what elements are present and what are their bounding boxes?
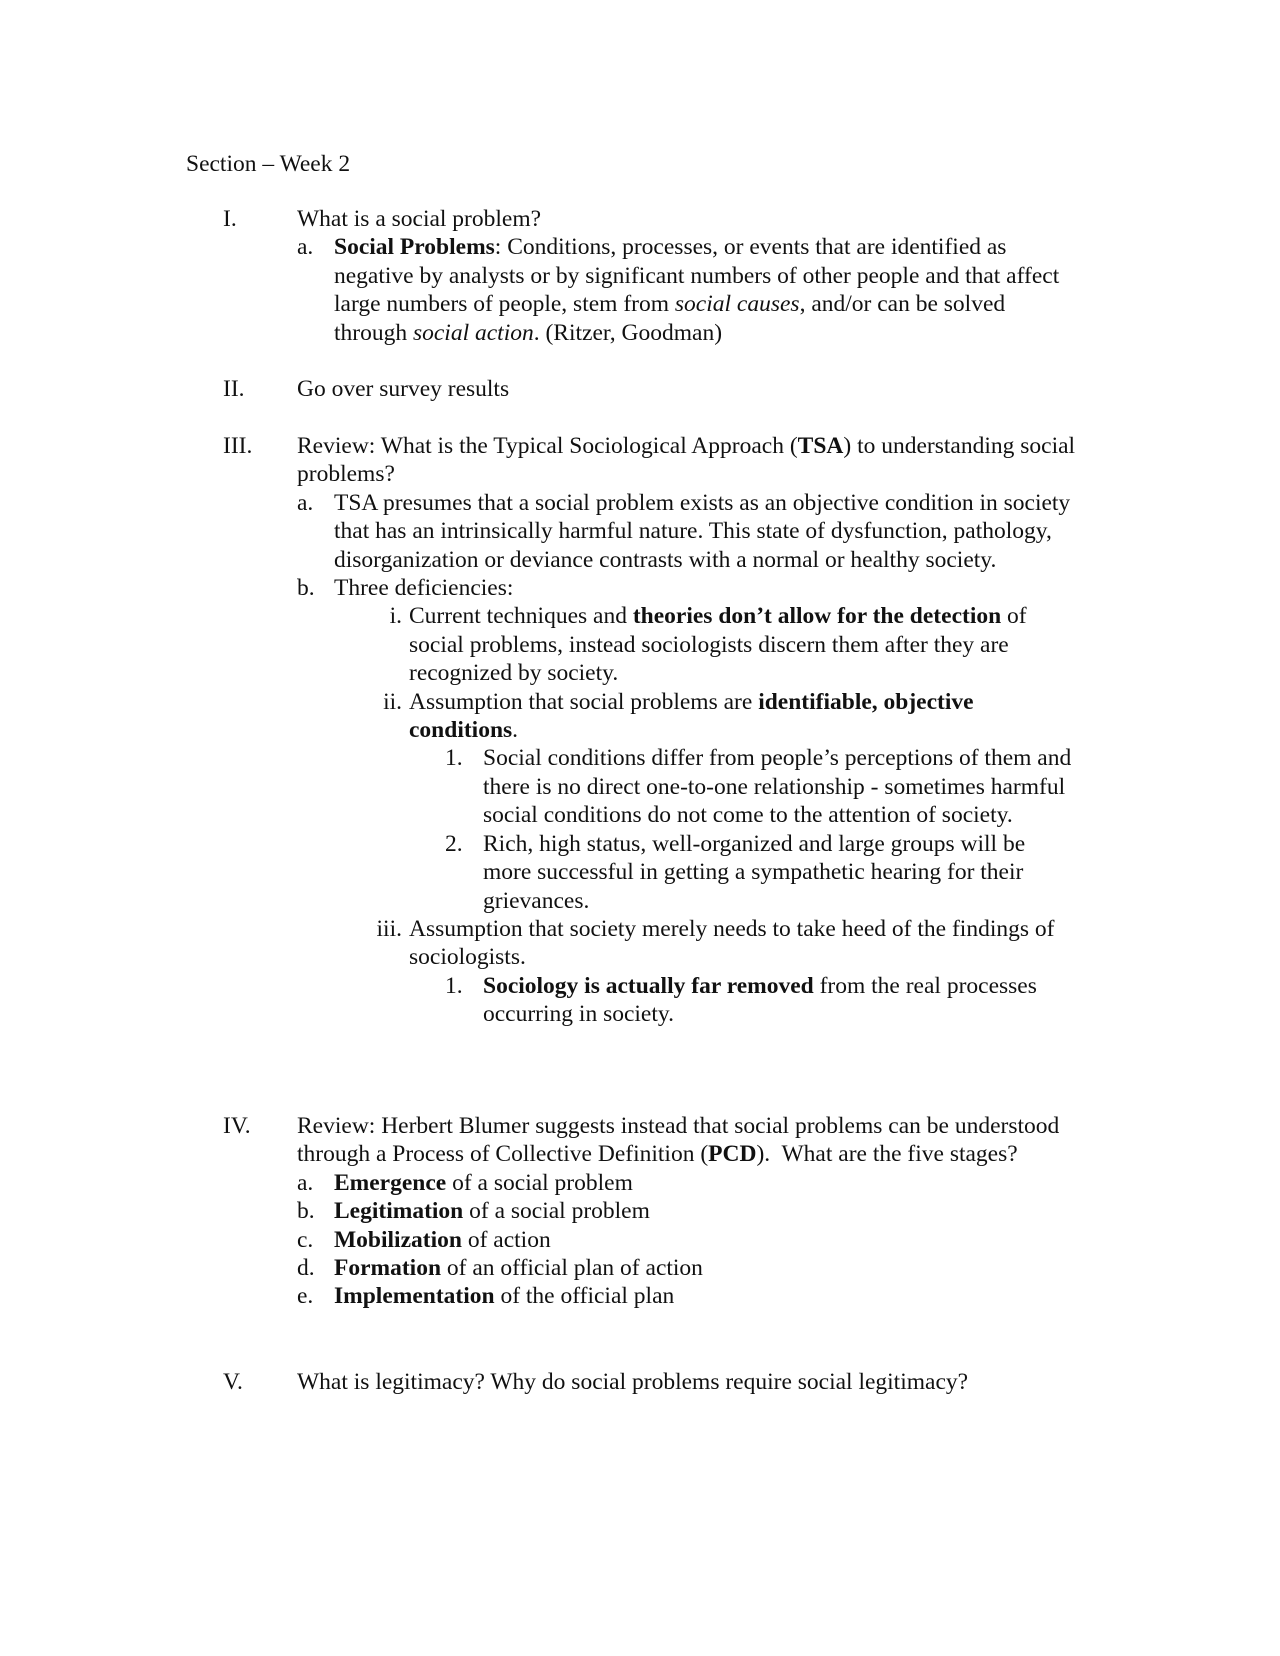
item-title: Review: Herbert Blumer suggests instead that social problems can be understood through a Process of Collective Definition (PCD). What are the five stages? (297, 1113, 1066, 1168)
deficiency-i: i. Current techniques and theories don’t allow for the detection of social problems, instead sociologists discern them after they are recognized by society. (389, 603, 1033, 687)
roman-numeral: V. (223, 1369, 243, 1395)
outline-item-3 (0, 432, 1280, 1029)
stage-item: d. Formation of an official plan of action (297, 1255, 703, 1282)
sub-item-marker: a. (297, 234, 314, 261)
item-title: What is a social problem? (297, 206, 542, 232)
sub-item-b: b. Three deficiencies: (297, 575, 514, 602)
roman-numeral: III. (223, 433, 253, 459)
stage-item: c. Mobilization of action (297, 1226, 551, 1253)
term-italic: social action (412, 319, 534, 346)
item-title: What is legitimacy? Why do social problems require social legitimacy? (297, 1369, 969, 1395)
numbered-point-1: 1. Social conditions differ from people’s perceptions of them and there is no direct one-to-one relationship - sometimes harmful social conditions do not come to the attention of society. (445, 745, 1072, 829)
sub-item-marker: b. (297, 575, 315, 602)
numbered-point-2: 2. Rich, high status, well-organized and large groups will be more successful in getting a sympathetic hearing for their grievances. (445, 830, 1026, 914)
stage-item: a. Emergence of a social problem (297, 1169, 633, 1196)
sub-item-marker: 1. (445, 745, 463, 772)
item-title: Go over survey results (297, 376, 510, 402)
term-bold: Social Problems (334, 234, 495, 261)
sub-item-marker: ii. (383, 688, 402, 715)
sub-item-marker: 1. (445, 972, 463, 999)
deficiency-iii: iii. Assumption that society merely needs to take heed of the findings of sociologists. (376, 915, 1055, 971)
stage-item: b. Legitimation of a social problem (297, 1198, 650, 1225)
stage-item: e. Implementation of the official plan (297, 1283, 675, 1310)
sub-item-marker: c. (297, 1226, 314, 1253)
outline-item-1 (0, 205, 1280, 347)
numbered-point-1: 1. Sociology is actually far removed from the real processes occurring in society. (445, 972, 1043, 1028)
roman-numeral: II. (223, 376, 245, 402)
roman-numeral: IV. (223, 1113, 251, 1139)
sub-item-marker: d. (297, 1255, 315, 1282)
outline-item-4 (0, 1112, 1280, 1311)
sub-item-marker: 2. (445, 830, 463, 857)
sub-item-a: a. TSA presumes that a social problem exists as an objective condition in society that has an intrinsically harmful nature. This state of dysfunction, pathology, disorganization or deviance contrasts with a normal or healthy society. (297, 489, 1071, 573)
section-heading: Section – Week 2 (186, 151, 351, 177)
sub-item-marker: b. (297, 1198, 315, 1225)
term-italic: social causes (674, 291, 800, 318)
sub-item-marker: iii. (376, 915, 402, 942)
roman-numeral: I. (223, 206, 237, 232)
outline-item-5 (0, 1368, 1280, 1396)
deficiency-ii: ii. Assumption that social problems are identifiable, objective conditions. (383, 688, 974, 744)
sub-item-marker: a. (297, 489, 314, 516)
sub-item-a: a. Social Problems: Conditions, processes, or events that are identified as negative by analysts or by significant numbers of other people and that affect large numbers of people, stem from social causes, and/or can be solved through social action. (Ritzer, Goodman) (297, 234, 1066, 346)
sub-item-marker: a. (297, 1169, 314, 1196)
sub-item-marker: e. (297, 1283, 314, 1310)
item-title: Review: What is the Typical Sociological Approach (TSA) to understanding social problems? (297, 433, 1081, 488)
sub-item-marker: i. (389, 603, 402, 630)
outline-item-2 (0, 375, 1280, 403)
